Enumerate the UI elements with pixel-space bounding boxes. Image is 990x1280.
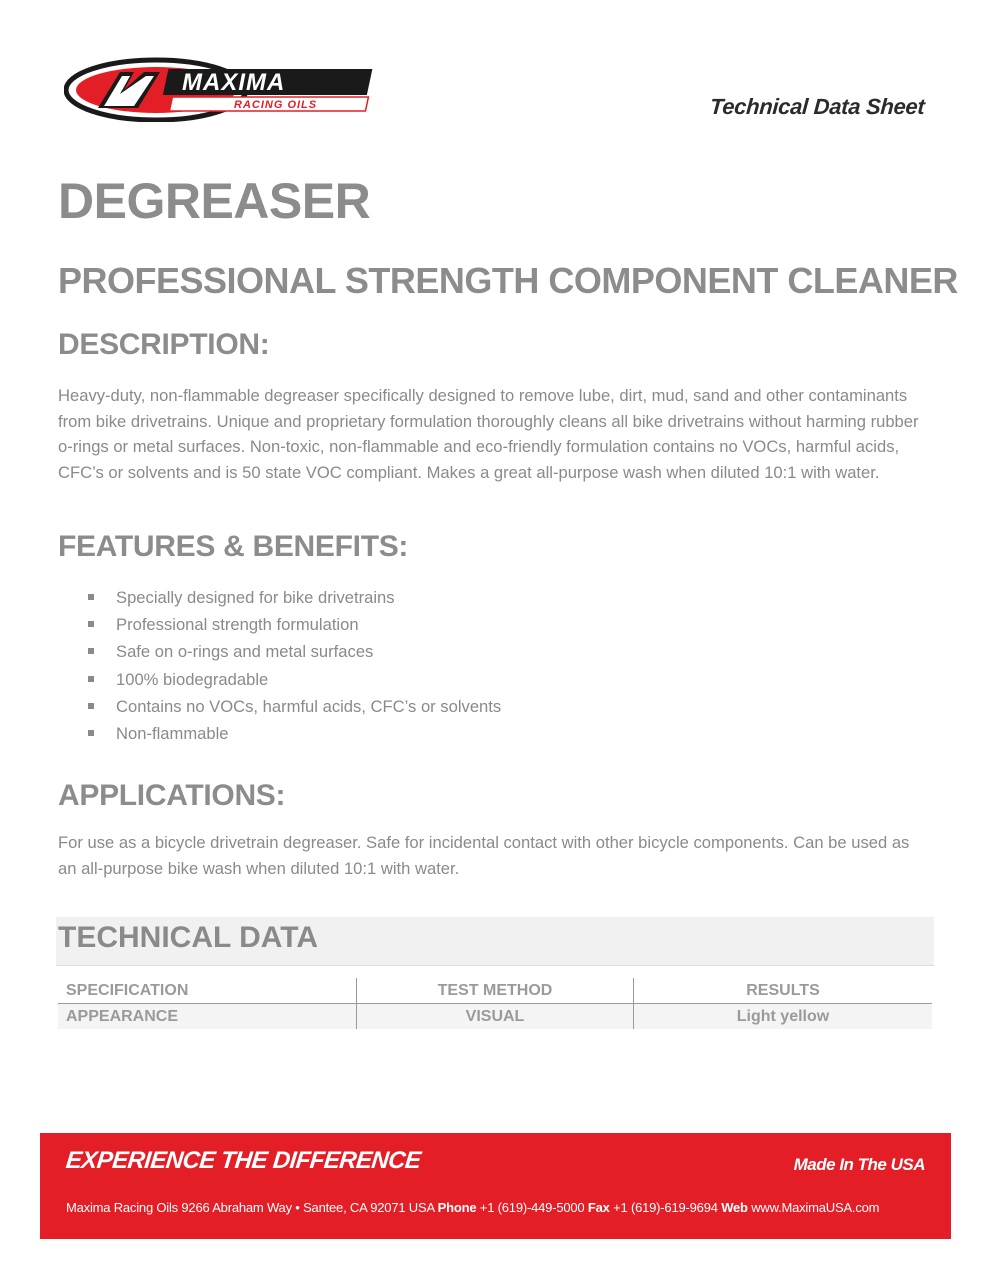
column-header-test-method: TEST METHOD [357, 978, 634, 1004]
logo-brand-text: MAXIMA [182, 69, 286, 96]
bullet-icon [88, 703, 94, 709]
product-title: DEGREASER [58, 173, 371, 229]
phone-number: +1 (619)-449-5000 [479, 1200, 585, 1215]
website-link[interactable]: www.MaximaUSA.com [751, 1200, 880, 1215]
table-cell-test-method: VISUAL [357, 1004, 634, 1030]
table-header-row [58, 978, 932, 1004]
bullet-icon [88, 730, 94, 736]
bullet-icon [88, 594, 94, 600]
table-cell-results: Light yellow [634, 1004, 933, 1030]
technical-data-heading: TECHNICAL DATA [58, 921, 318, 954]
table-row [58, 1004, 932, 1030]
column-header-results: RESULTS [634, 978, 933, 1004]
footer-contact-line [66, 1200, 879, 1215]
list-item: Specially designed for bike drivetrains [86, 584, 501, 611]
features-heading: FEATURES & BENEFITS: [58, 530, 409, 563]
fax-label: Fax [587, 1200, 610, 1215]
technical-data-table [58, 978, 932, 1029]
technical-data-band [56, 917, 934, 966]
description-text: Heavy-duty, non-flammable degreaser specifically designed to remove lube, dirt, mud, sand and other contaminants from bike drivetrains. Unique and proprietary formulation thoroughly cleans all bike drivetrains without harming rubber o-rings or metal surfaces. Non-toxic, non-flammable and eco-friendly formulation contains no VOCs, harmful acids, CFC’s or solvents and is 50 state VOC compliant. Makes a great all-purpose wash when diluted 10:1 with water. [58, 386, 919, 482]
bullet-icon [88, 621, 94, 627]
logo-tagline-text: RACING OILS [234, 99, 318, 111]
list-item: Non-flammable [86, 720, 501, 747]
table-cell-specification: APPEARANCE [58, 1004, 357, 1030]
features-list [86, 584, 501, 747]
list-item: Contains no VOCs, harmful acids, CFC’s or solvents [86, 693, 501, 720]
list-item: Professional strength formulation [86, 611, 501, 638]
column-header-specification: SPECIFICATION [58, 978, 357, 1004]
maxima-logo [64, 52, 382, 122]
bullet-icon [88, 676, 94, 682]
list-item: 100% biodegradable [86, 666, 501, 693]
applications-heading: APPLICATIONS: [58, 779, 286, 812]
footer-banner [40, 1133, 951, 1239]
applications-text: For use as a bicycle drivetrain degreaser. Safe for incidental contact with other bicycle components. Can be used as an all-purpose bike wash when diluted 10:1 with water. [58, 833, 910, 878]
document-type-label: Technical Data Sheet [708, 94, 925, 119]
bullet-icon [88, 648, 94, 654]
footer-slogan: EXPERIENCE THE DIFFERENCE [64, 1147, 422, 1174]
made-in-usa-label: Made In The USA [793, 1155, 925, 1174]
phone-label: Phone [437, 1200, 477, 1215]
description-heading: DESCRIPTION: [58, 328, 270, 361]
product-subtitle: PROFESSIONAL STRENGTH COMPONENT CLEANER [58, 260, 958, 301]
web-label: Web [721, 1200, 748, 1215]
company-address: Maxima Racing Oils 9266 Abraham Way • Santee, CA 92071 USA [66, 1200, 435, 1215]
list-item: Safe on o-rings and metal surfaces [86, 638, 501, 665]
fax-number: +1 (619)-619-9694 [613, 1200, 718, 1215]
